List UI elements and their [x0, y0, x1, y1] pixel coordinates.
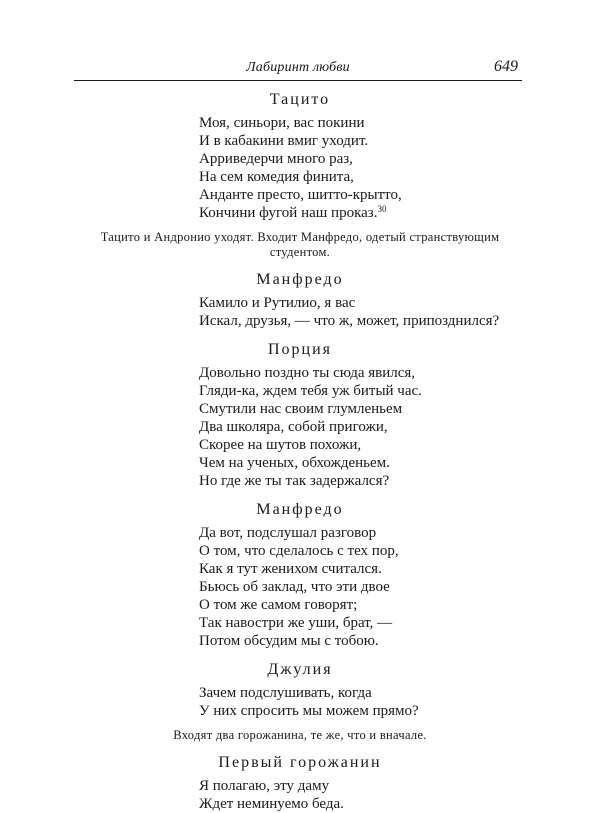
running-title: Лабиринт любви [246, 60, 350, 75]
verse-line: И в кабакини вмиг уходит. [199, 133, 369, 149]
verse-line: Скорее на шутов похожи, [199, 437, 362, 453]
speaker-name: Манфредо [256, 501, 344, 518]
verse-block [199, 684, 600, 720]
verse-line: О том же самом говорят; [199, 597, 358, 613]
verse-line: Камило и Рутилио, я вас [199, 295, 356, 311]
verse-line: Арриведерчи много раз, [199, 151, 353, 167]
verse-line: Ждет неминуемо беда. [199, 796, 344, 812]
stage-direction: Входят два горожанина, те же, что и вначале. [173, 728, 427, 742]
verse-line: Потом обсудим мы с тобою. [199, 633, 379, 649]
running-header [74, 58, 522, 81]
verse-line: Два школяра, собой пригожи, [199, 419, 388, 435]
speaker-name: Первый горожанин [218, 754, 382, 771]
play-text [0, 90, 600, 813]
verse-line: Моя, синьори, вас покини [199, 115, 365, 131]
verse-block [199, 294, 600, 330]
verse-line: Гляди-ка, ждем тебя уж битый час. [199, 383, 422, 399]
speaker-name: Манфредо [256, 271, 344, 288]
verse-line: Бьюсь об заклад, что эти двое [199, 579, 390, 595]
verse-line: Я полагаю, эту даму [199, 778, 330, 794]
speaker-name: Тацито [269, 91, 331, 108]
verse-line-text: Кончини фугой наш проказ. [199, 205, 378, 221]
verse-line: Но где же ты так задержался? [199, 473, 390, 489]
verse-block [199, 777, 600, 813]
stage-direction: Тацито и Андронио уходят. Входит Манфредо, одетый странствующим студентом. [100, 230, 500, 259]
verse-block [199, 364, 600, 490]
verse-line: Довольно поздно ты сюда явился, [199, 365, 416, 381]
verse-line: Так навостри же уши, брат, — [199, 615, 393, 631]
verse-line: Зачем подслушивать, когда [199, 685, 372, 701]
verse-block [199, 114, 600, 222]
footnote-marker[interactable]: 30 [377, 204, 387, 214]
verse-line: О том, что сделалось с тех пор, [199, 543, 399, 559]
speaker-name: Порция [267, 341, 333, 358]
verse-line: У них спросить мы можем прямо? [199, 703, 419, 719]
verse-line: Смутили нас своим глумленьем [199, 401, 403, 417]
speaker-name: Джулия [267, 661, 333, 678]
verse-line: Чем на ученых, обхожденьем. [199, 455, 390, 471]
verse-line-with-footnote [199, 204, 600, 222]
verse-block [199, 524, 600, 650]
page-number: 649 [494, 58, 518, 75]
verse-line: Анданте престо, шитто-крытто, [199, 187, 402, 203]
verse-line: Да вот, подслушал разговор [199, 525, 377, 541]
verse-line: Искал, друзья, — что ж, может, припозднился? [199, 313, 500, 329]
verse-line: Как я тут женихом считался. [199, 561, 382, 577]
verse-line: На сем комедия финита, [199, 169, 354, 185]
